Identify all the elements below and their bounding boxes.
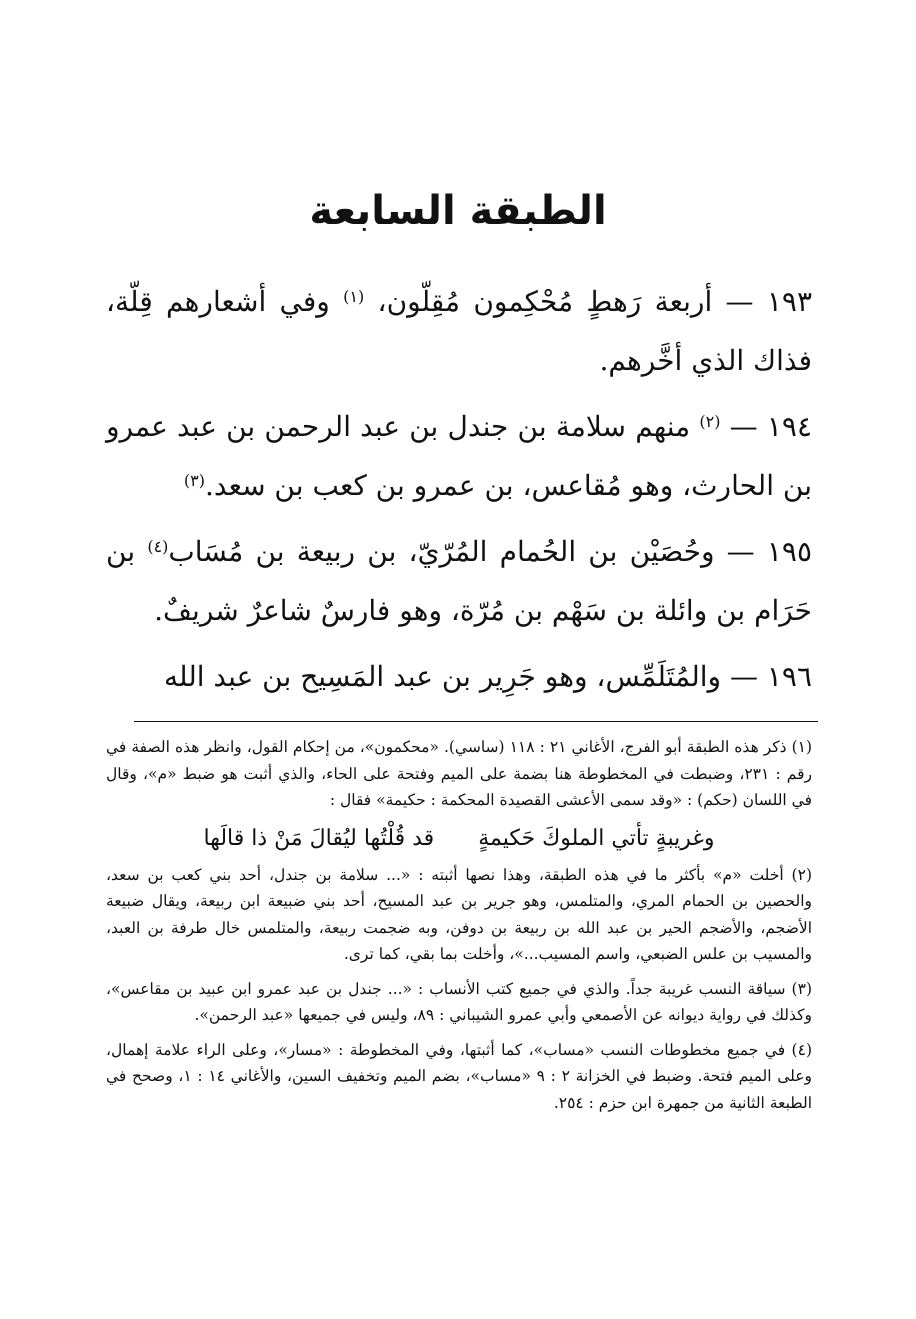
main-text [106,272,812,713]
entry-193 [106,272,812,390]
footnote-2: (٢) أخلت «م» بأكثر ما في هذه الطبقة، وهذا نصها أثبته : «... سلامة بن جندل، أحد بني كعب بن سعد، والحصين بن الحمام المري، والمتلمس، وهو جرير بن عبد المسيح، أحد بني ضبيعة ابن ربيعة، ويقال ضبيعة الأضجم، والأضجم الحير بن عبد الله بن ربيعة بن دوفن، وبه ضجمت ربيعة، والمتلمس خال طرفة بن العبد، والمسيب بن علس الضبعي، واسم المسيب...»، وأخلت بما بقي، كما ترى. [106,865,812,963]
entry-text: منهم سلامة بن جندل بن عبد الرحمن بن عبد عمرو بن الحارث، وهو مُقاعس، بن عمرو بن كعب بن سعد. [106,410,812,502]
section-heading: الطبقة السابعة [309,188,607,234]
footnote-divider [134,721,818,722]
entry-text: وفي أشعارهم قِلّة، فذاك الذي أخَّرهم. [106,285,812,377]
footnote-marker: (١) [343,287,365,306]
verse-hemistich-first: وغريبةٍ تأتي الملوكَ حَكيمةٍ [478,825,715,851]
entry-195 [106,522,812,640]
footnotes [106,734,812,1124]
footnote-marker: (٣) [183,471,205,490]
entry-text: ١٩٤ — [720,410,812,443]
entry-text: بن حَرَام بن وائلة بن سَهْم بن مُرّة، وهو فارسٌ شاعرٌ شريفٌ. [106,535,812,627]
footnote-marker: (٢) [699,412,721,431]
verse-hemistich-second: قد قُلْتُها ليُقالَ مَنْ ذا قالَها [203,825,435,851]
entry-194 [106,397,812,515]
entry-196 [106,647,812,706]
footnote-4: (٤) في جميع مخطوطات النسب «مساب»، كما أثبتها، وفي المخطوطة : «مسار»، وعلى الراء علامة إهمال، وعلى الميم فتحة. وضبط في الخزانة ٢ : ٩ «مساب»، بضم الميم وتخفيف السين، والأغاني ١٤ : ١، وصحح في الطبعة الثانية من جمهرة ابن حزم : ٢٥٤. [106,1040,813,1112]
entry-text: ١٩٣ — أربعة رَهطٍ مُحْكِمون مُقِلّون، [364,285,812,318]
entry-text: ١٩٦ — والمُتَلَمِّس، وهو جَرِير بن عبد المَسِيح بن عبد الله [163,660,812,693]
quoted-verse [106,822,812,856]
footnote-3: (٣) سياقة النسب غريبة جداً. والذي في جميع كتب الأنساب : «... جندل بن عبد عمرو ابن عبيد بن مقاعس»، وكذلك في رواية ديوانه عن الأصمعي وأبي عمرو الشيباني : ٨٩، وليس في جميعها «عبد الرحمن». [106,979,812,1024]
footnote-1: (١) ذكر هذه الطبقة أبو الفرج، الأغاني ٢١ : ١١٨ (ساسي). «محكمون»، من إحكام القول، وانظر هذه الصفة في رقم : ٢٣١، وضبطت في المخطوطة هنا بضمة على الميم وفتحة على الحاء، والذي أثبت هو ضبط «م»، وقال في اللسان (حكم) : «وقد سمى الأعشى القصيدة المحكمة : حكيمة» فقال : [106,738,813,809]
entry-text: ١٩٥ — وحُصَيْن بن الحُمام المُرّيّ، بن ربيعة بن مُسَاب [168,535,812,568]
footnote-marker: (٤) [147,537,169,556]
